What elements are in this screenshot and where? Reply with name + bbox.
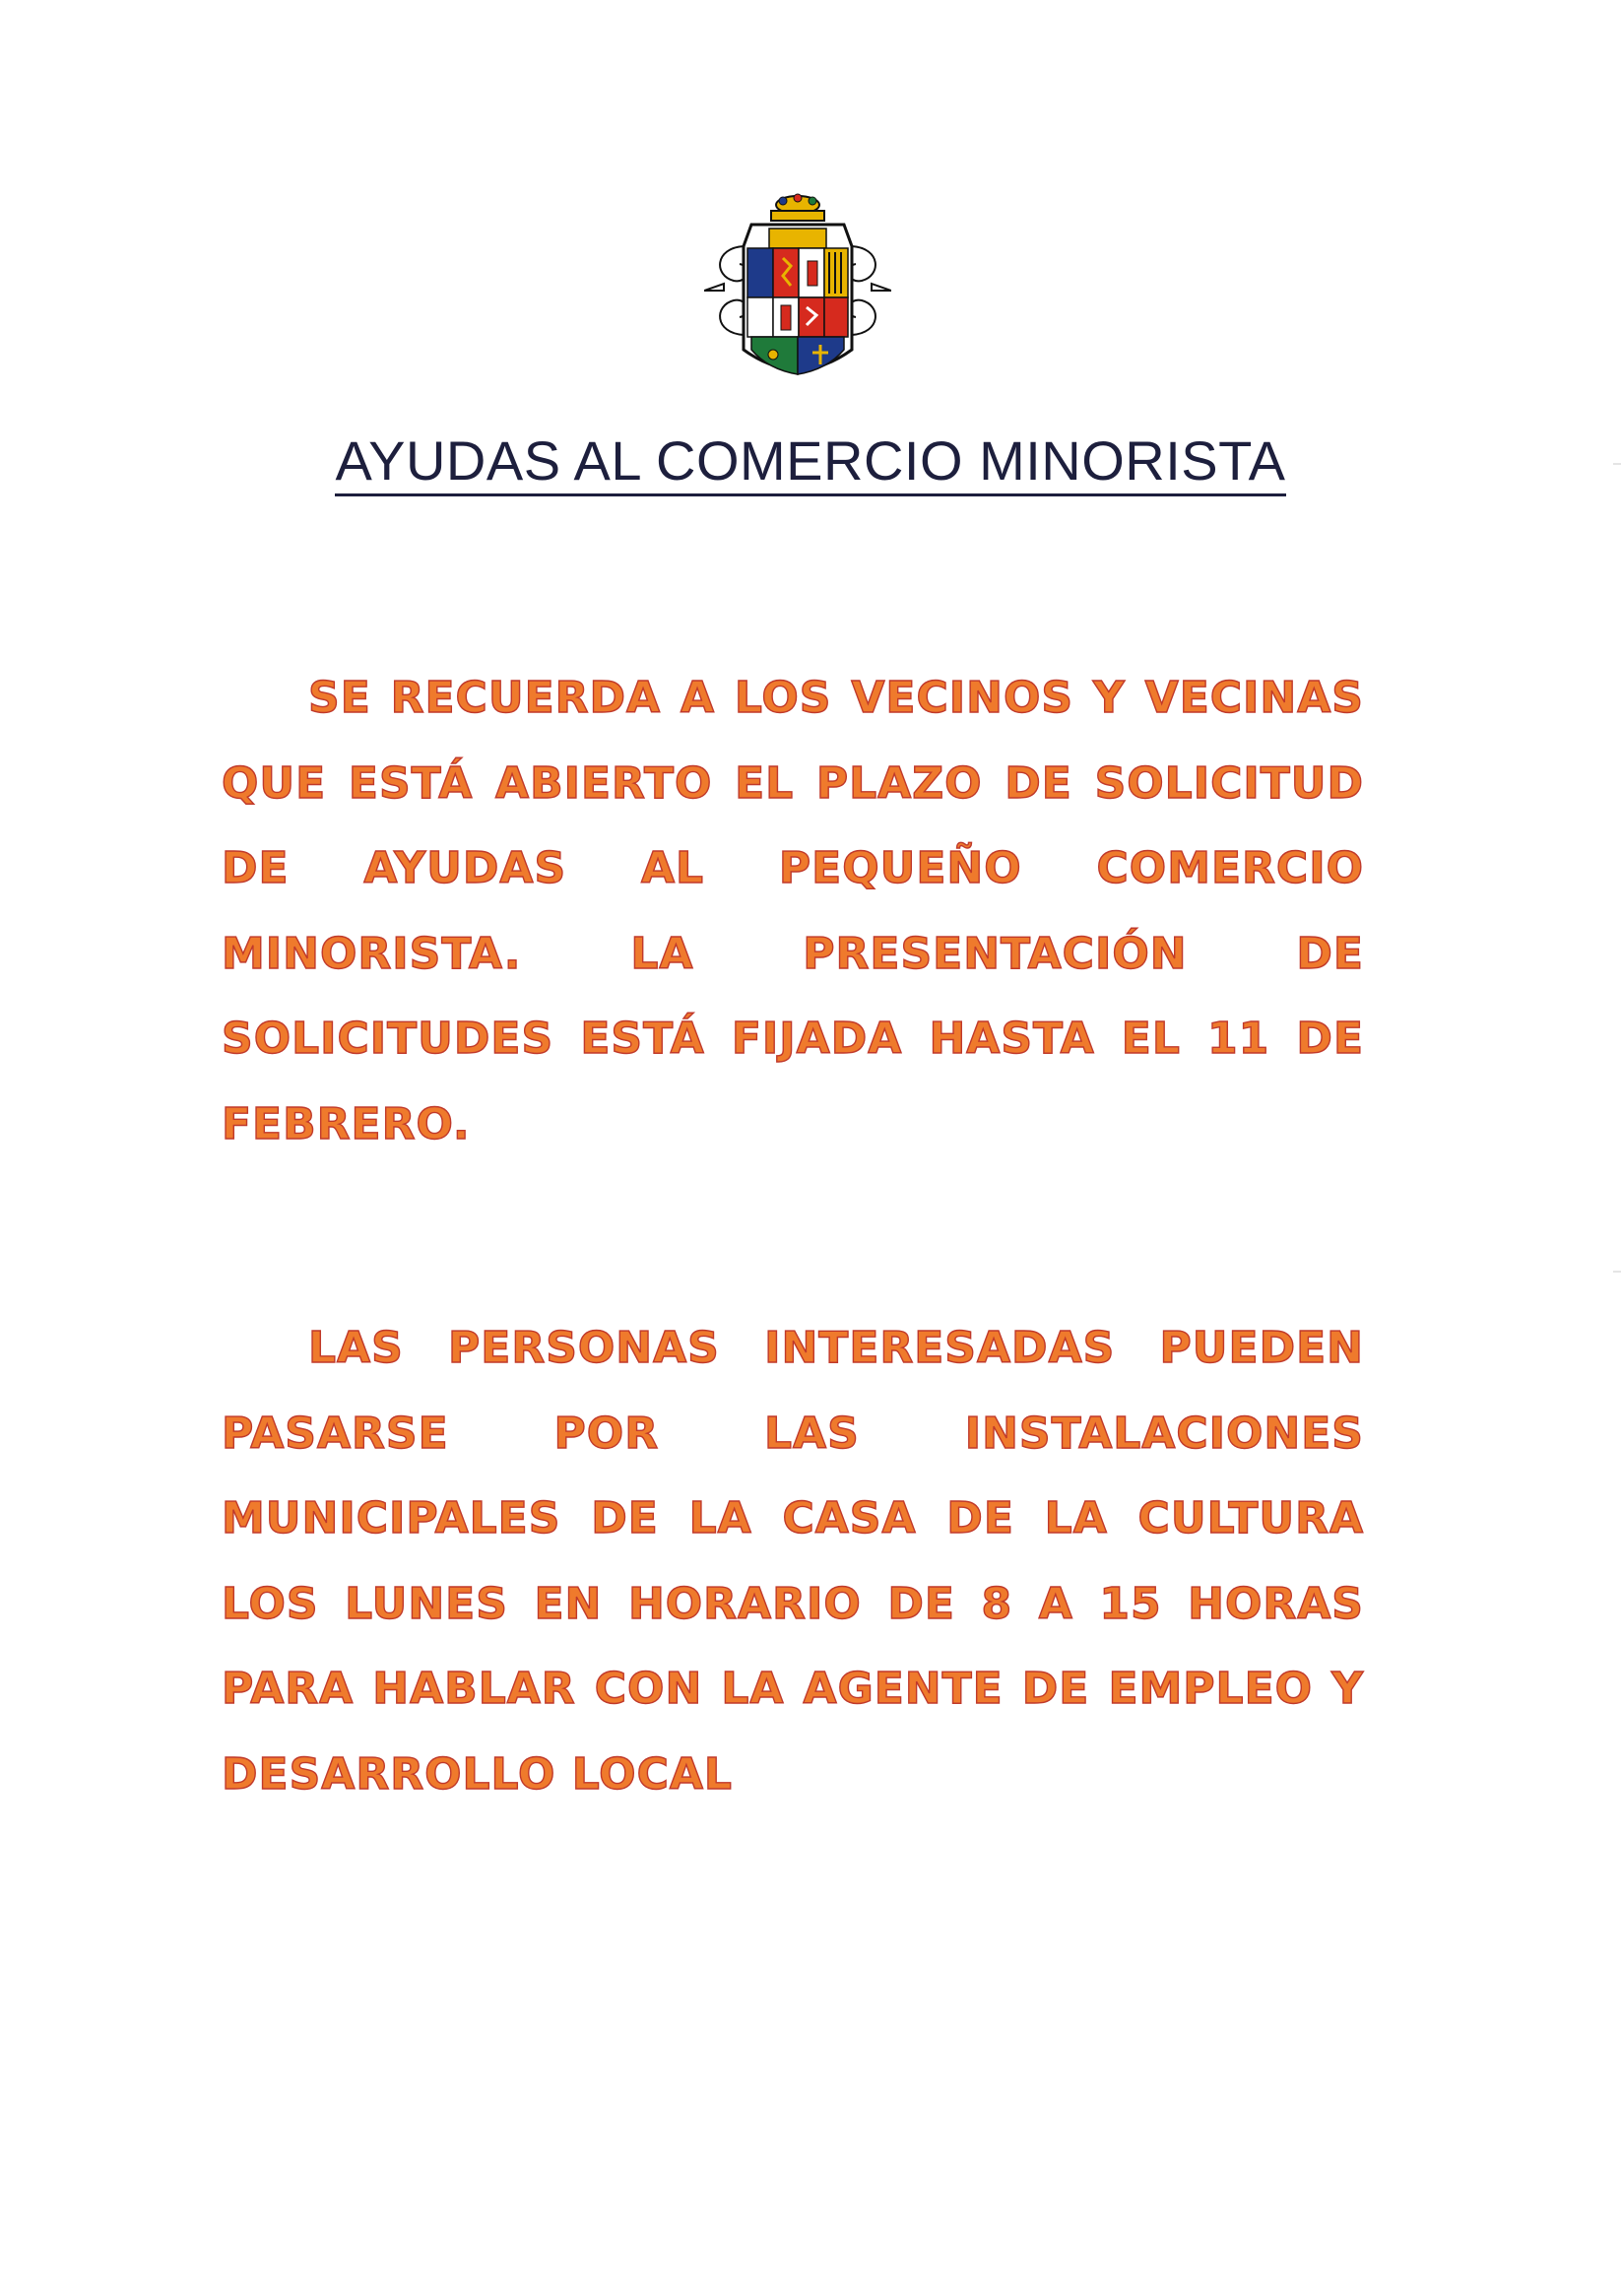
page-title-text: AYUDAS AL COMERCIO MINORISTA: [335, 429, 1285, 496]
reminder-paragraph: SE RECUERDA A LOS VECINOS Y VECINAS QUE ESTÁ ABIERTO EL PLAZO DE SOLICITUD DE AYUDAS AL PEQUEÑO COMERCIO MINORISTA. LA PRESENTACIÓN DE SOLICITUDES ESTÁ FIJADA HASTA EL 11 DE FEBRERO.: [222, 673, 1364, 1149]
coat-of-arms-icon: [704, 187, 891, 394]
scan-mark: [1613, 1271, 1621, 1273]
scan-mark: [1613, 463, 1621, 465]
contact-paragraph: LAS PERSONAS INTERESADAS PUEDEN PASARSE POR LAS INSTALACIONES MUNICIPALES DE LA CASA DE LA CULTURA LOS LUNES EN HORARIO DE 8 A 15 HORAS PARA HABLAR CON LA AGENTE DE EMPLEO Y DESARROLLO LOCAL: [222, 1323, 1364, 1800]
crown-icon: [771, 194, 824, 221]
page-title: [0, 428, 1621, 492]
